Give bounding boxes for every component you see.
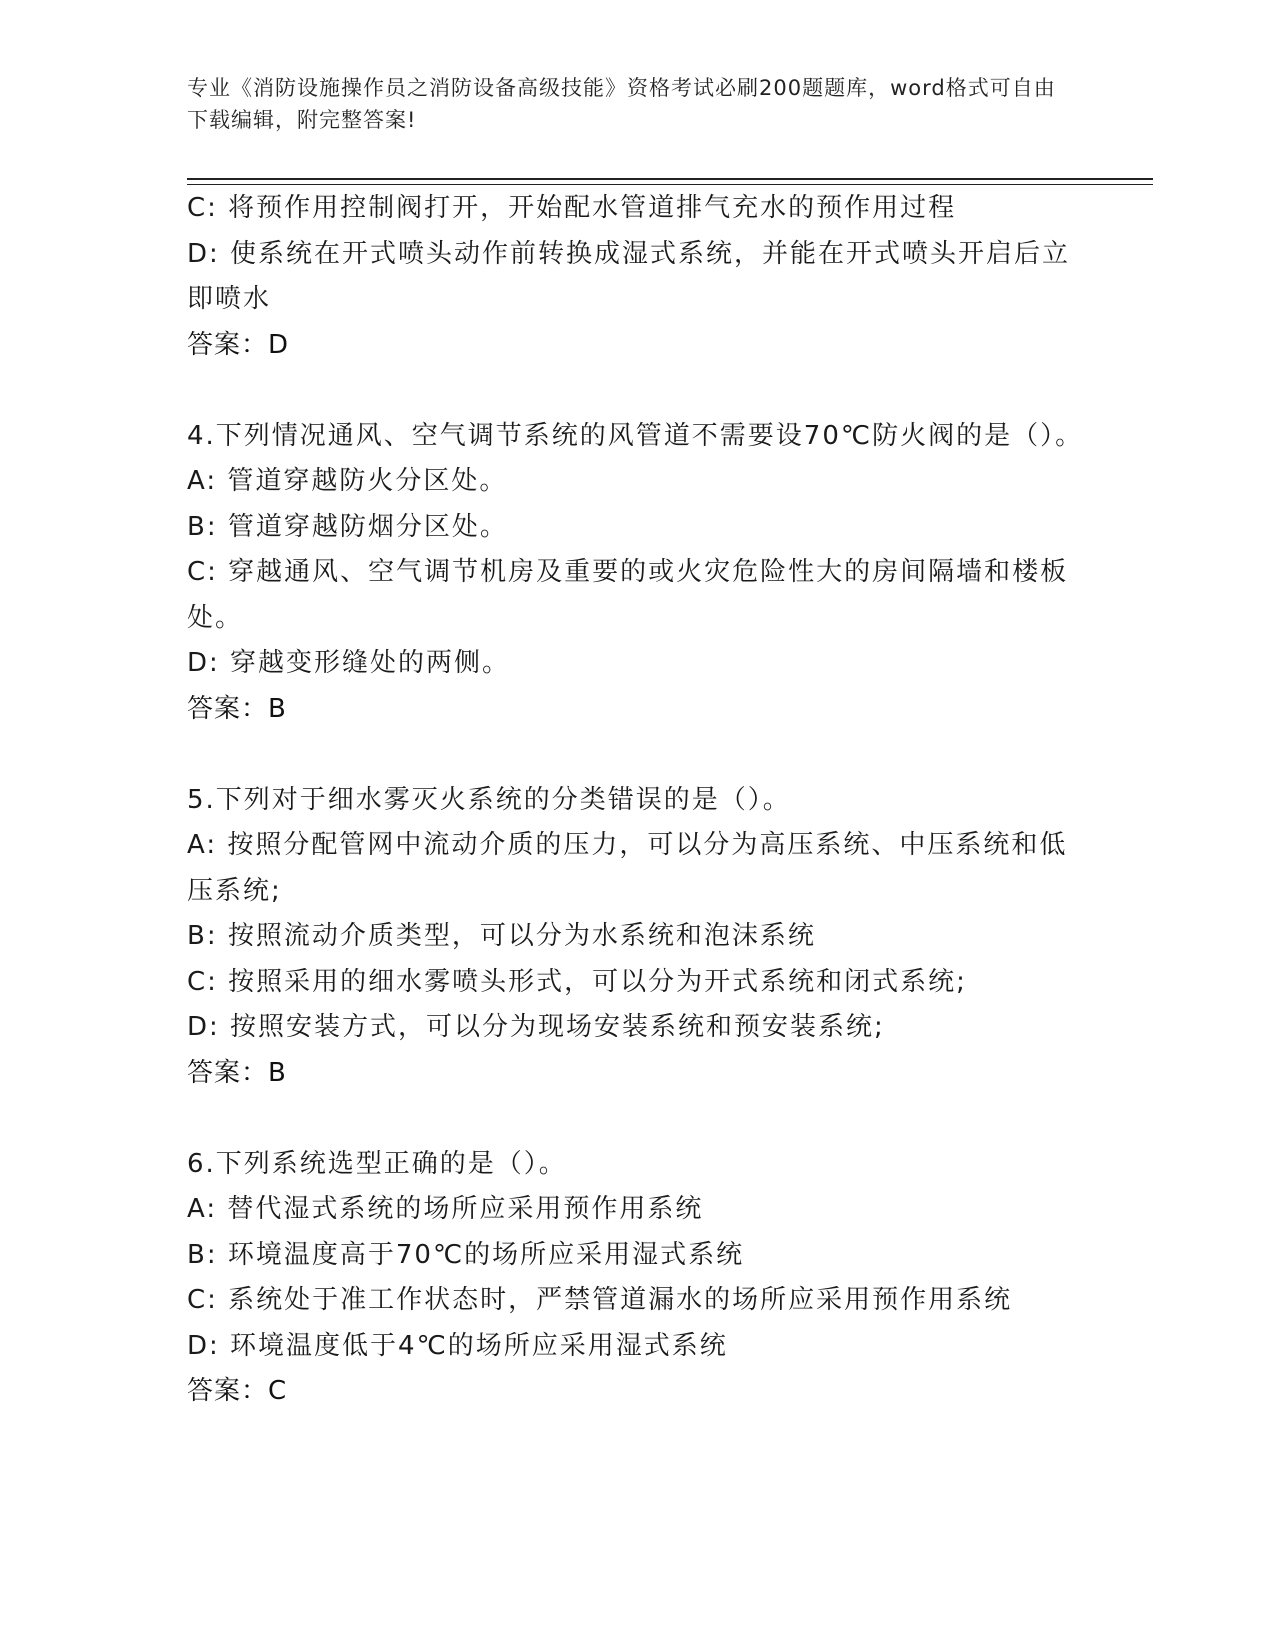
q6-option-b: B: 环境温度高于70℃的场所应采用湿式系统 <box>187 1239 745 1270</box>
header-rule-thin <box>187 184 1153 185</box>
q5-question: 5.下列对于细水雾灭火系统的分类错误的是（）。 <box>187 784 791 815</box>
q5-answer: 答案：B <box>187 1057 287 1088</box>
question-block-4 <box>187 414 1087 733</box>
header-rule-thick <box>187 178 1153 180</box>
q6-option-a: A: 替代湿式系统的场所应采用预作用系统 <box>187 1194 704 1224</box>
q4-option-c: C: 穿越通风、空气调节机房及重要的或火灾危险性大的房间隔墙和楼板处。 <box>187 557 1069 633</box>
q3-option-c: C: 将预作用控制阀打开，开始配水管道排气充水的预作用过程 <box>187 193 957 223</box>
q4-option-a: A: 管道穿越防火分区处。 <box>187 466 508 496</box>
spacer <box>187 368 1087 414</box>
q4-option-d: D: 穿越变形缝处的两侧。 <box>187 648 511 678</box>
q3-option-d: D: 使系统在开式喷头动作前转换成湿式系统，并能在开式喷头开启后立即喷水 <box>187 238 1071 314</box>
question-block-5 <box>187 778 1087 1097</box>
spacer <box>187 1096 1087 1142</box>
q6-option-c: C: 系统处于准工作状态时，严禁管道漏水的场所应采用预作用系统 <box>187 1285 1013 1315</box>
q4-question: 4.下列情况通风、空气调节系统的风管道不需要设70℃防火阀的是（）。 <box>187 420 1084 451</box>
header-title: 专业《消防设施操作员之消防设备高级技能》资格考试必刷200题题库，word格式可自由下载编辑，附完整答案! <box>187 76 1056 132</box>
question-block-3 <box>187 186 1087 368</box>
question-block-6 <box>187 1142 1087 1415</box>
q5-option-d: D: 按照安装方式，可以分为现场安装系统和预安装系统; <box>187 1012 885 1042</box>
spacer <box>187 732 1087 778</box>
q6-option-d: D: 环境温度低于4℃的场所应采用湿式系统 <box>187 1330 728 1361</box>
document-body <box>187 186 1087 1415</box>
q4-option-b: B: 管道穿越防烟分区处。 <box>187 511 508 542</box>
q6-answer: 答案：C <box>187 1376 288 1406</box>
q5-option-b: B: 按照流动介质类型，可以分为水系统和泡沫系统 <box>187 921 816 951</box>
document-header <box>187 72 1067 136</box>
q4-answer: 答案：B <box>187 693 287 724</box>
q5-option-a: A: 按照分配管网中流动介质的压力，可以分为高压系统、中压系统和低压系统; <box>187 830 1068 906</box>
q6-question: 6.下列系统选型正确的是（）。 <box>187 1148 567 1179</box>
q5-option-c: C: 按照采用的细水雾喷头形式，可以分为开式系统和闭式系统; <box>187 966 967 997</box>
q3-answer: 答案：D <box>187 329 290 360</box>
